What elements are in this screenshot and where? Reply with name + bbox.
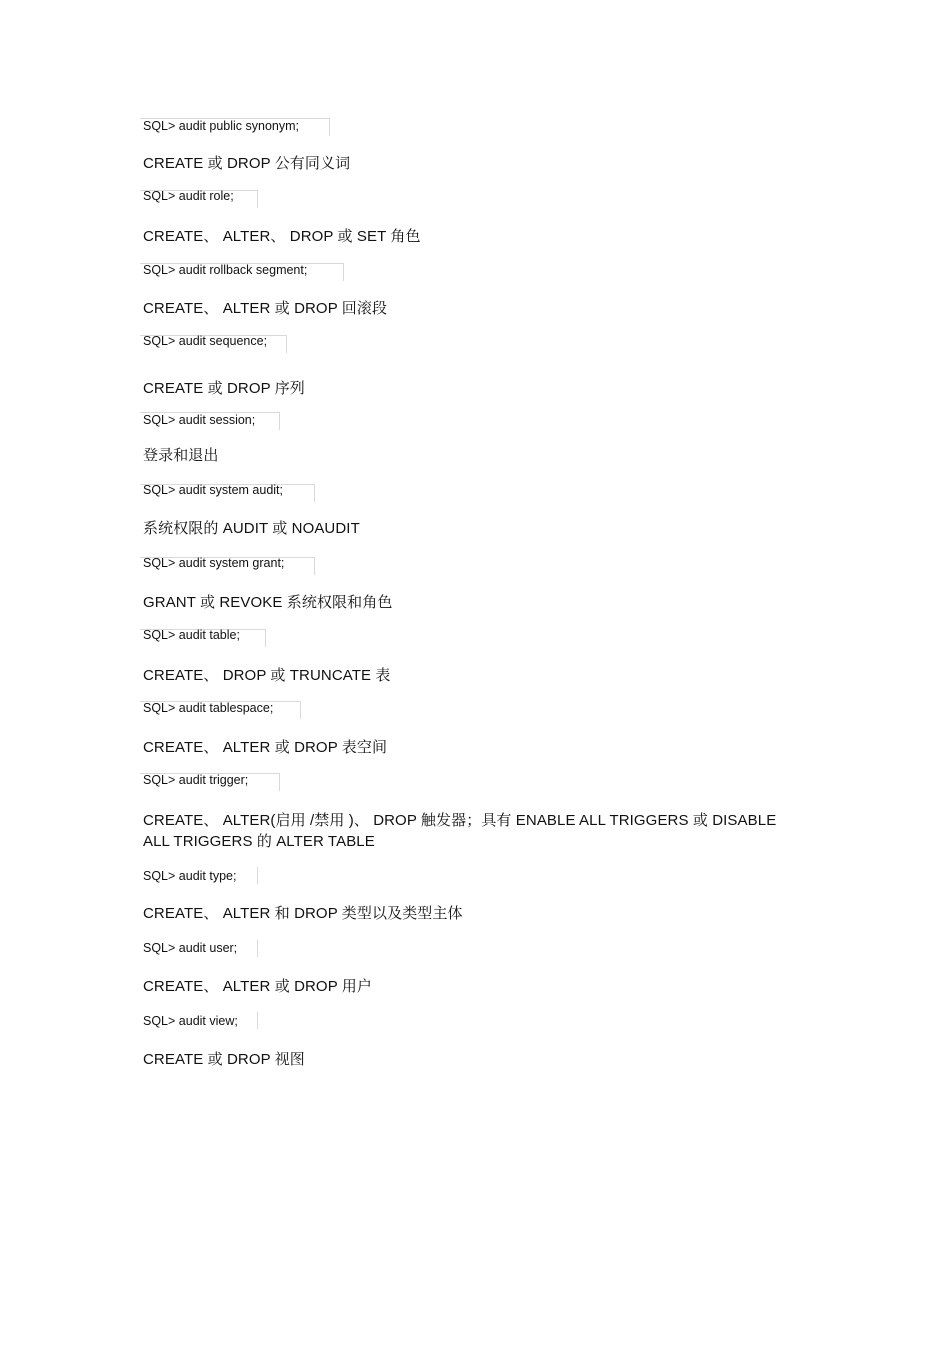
- command-description: CREATE、 ALTER、 DROP 或 SET 角色: [143, 228, 421, 245]
- command-description: CREATE、 ALTER 和 DROP 类型以及类型主体: [143, 905, 463, 922]
- sql-command: SQL> audit user;: [143, 941, 238, 955]
- command-description: CREATE、 ALTER 或 DROP 用户: [143, 978, 372, 995]
- command-description: CREATE、 ALTER(启用 /禁用 )、 DROP 触发器；具有 ENABLE ALL TRIGGERS 或 DISABLE ALL TRIGGERS 的 ALTER TABLE: [143, 812, 777, 850]
- sql-command: SQL> audit role;: [143, 189, 234, 203]
- sql-command: SQL> audit trigger;: [143, 773, 249, 787]
- sql-command: SQL> audit rollback segment;: [143, 263, 308, 277]
- command-description: CREATE 或 DROP 视图: [143, 1051, 305, 1068]
- sql-command: SQL> audit sequence;: [143, 334, 268, 348]
- command-description: 系统权限的 AUDIT 或 NOAUDIT: [143, 520, 360, 537]
- sql-command: SQL> audit table;: [143, 628, 240, 642]
- command-description: CREATE 或 DROP 序列: [143, 380, 305, 397]
- command-description: 登录和退出: [143, 447, 219, 464]
- sql-command: SQL> audit system audit;: [143, 483, 284, 497]
- command-description: CREATE、 ALTER 或 DROP 回滚段: [143, 300, 388, 317]
- sql-command: SQL> audit system grant;: [143, 556, 285, 570]
- command-description: CREATE、 ALTER 或 DROP 表空间: [143, 739, 388, 756]
- sql-command: SQL> audit session;: [143, 413, 256, 427]
- sql-command: SQL> audit type;: [143, 869, 237, 883]
- sql-command: SQL> audit tablespace;: [143, 701, 274, 715]
- command-description: CREATE、 DROP 或 TRUNCATE 表: [143, 667, 391, 684]
- command-description: CREATE 或 DROP 公有同义词: [143, 155, 351, 172]
- sql-command: SQL> audit public synonym;: [143, 119, 299, 133]
- command-description: GRANT 或 REVOKE 系统权限和角色: [143, 594, 393, 611]
- sql-command: SQL> audit view;: [143, 1014, 238, 1028]
